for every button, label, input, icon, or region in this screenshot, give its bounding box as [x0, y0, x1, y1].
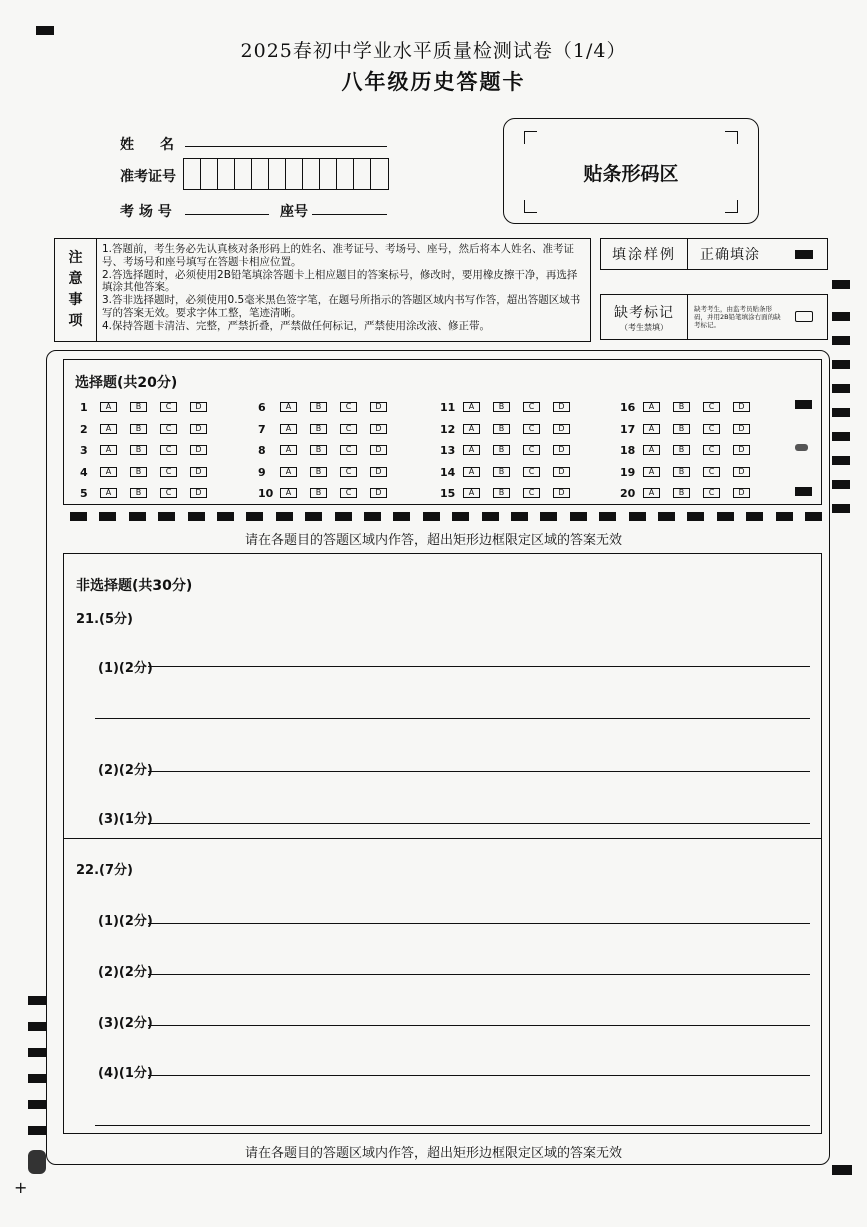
- answer-bubble[interactable]: C: [160, 467, 177, 477]
- answer-line[interactable]: [148, 823, 810, 824]
- timing-dash: [217, 512, 234, 521]
- question-number: 4: [80, 466, 88, 479]
- answer-bubble[interactable]: D: [370, 402, 387, 412]
- timing-dash: [805, 512, 822, 521]
- exam-id-digit-box[interactable]: [286, 159, 303, 189]
- answer-bubble[interactable]: B: [130, 488, 147, 498]
- timing-dash: [158, 512, 175, 521]
- answer-bubble[interactable]: B: [310, 424, 327, 434]
- answer-line[interactable]: [148, 923, 810, 924]
- answer-bubble[interactable]: C: [340, 488, 357, 498]
- exam-id-label: 准考证号: [120, 169, 176, 185]
- timing-dash: [70, 512, 87, 521]
- answer-bubble[interactable]: B: [673, 424, 690, 434]
- absent-mark-instruction: 缺考考生，由监考员贴条形码，并用2B铅笔填涂右面的缺考标记。: [694, 305, 781, 329]
- answer-line[interactable]: [148, 1025, 810, 1026]
- answer-bubble[interactable]: D: [190, 445, 207, 455]
- answer-bubble[interactable]: D: [190, 402, 207, 412]
- question-number: 5: [80, 487, 88, 500]
- answer-bubble[interactable]: A: [280, 445, 297, 455]
- timing-dash: [335, 512, 352, 521]
- answer-bubble[interactable]: B: [493, 445, 510, 455]
- answer-bubble[interactable]: A: [643, 445, 660, 455]
- answer-bubble[interactable]: B: [493, 488, 510, 498]
- question-21-title: 21.(5分): [76, 612, 133, 627]
- question-number: 11: [440, 401, 456, 414]
- question-number: 20: [620, 487, 636, 500]
- registration-mark: [28, 1048, 46, 1057]
- exam-id-digit-box[interactable]: [201, 159, 218, 189]
- timing-dash: [629, 512, 646, 521]
- timing-dash: [540, 512, 557, 521]
- answer-bubble[interactable]: B: [310, 467, 327, 477]
- question-number: 14: [440, 466, 456, 479]
- non-choice-title: 非选择题(共30分): [76, 578, 193, 594]
- registration-mark: [832, 336, 850, 345]
- timing-mark: [795, 444, 808, 451]
- q21-sub-2-label: (2)(2分): [98, 763, 153, 778]
- timing-dash: [364, 512, 381, 521]
- answer-bubble[interactable]: D: [733, 402, 750, 412]
- absent-mark-label: 缺考标记: [614, 304, 674, 321]
- absent-mark-sublabel: （考生禁填）: [620, 322, 668, 332]
- answer-bubble[interactable]: C: [160, 402, 177, 412]
- instruction-item: 2.答选择题时，必须使用2B铅笔填涂答题卡上相应题目的答案标号，修改时，要用橡皮擦干净，再选择填涂其他答案。: [102, 268, 578, 294]
- answer-bubble[interactable]: A: [463, 445, 480, 455]
- question-number: 15: [440, 487, 456, 500]
- answer-bubble[interactable]: D: [553, 445, 570, 455]
- timing-dash: [570, 512, 587, 521]
- answer-bubble[interactable]: D: [370, 445, 387, 455]
- answer-bubble[interactable]: C: [523, 445, 540, 455]
- timing-dash: [687, 512, 704, 521]
- answer-bubble[interactable]: B: [130, 424, 147, 434]
- answer-bubble[interactable]: A: [463, 488, 480, 498]
- timing-dash: [246, 512, 263, 521]
- answer-bubble[interactable]: C: [523, 488, 540, 498]
- name-field[interactable]: [185, 146, 387, 147]
- registration-mark: [832, 480, 850, 489]
- answer-bubble[interactable]: C: [340, 445, 357, 455]
- answer-bubble[interactable]: D: [553, 467, 570, 477]
- answer-bubble[interactable]: D: [553, 488, 570, 498]
- boundary-notice-top: 请在各题目的答题区域内作答，超出矩形边框限定区域的答案无效: [244, 533, 622, 548]
- question-number: 2: [80, 423, 88, 436]
- question-number: 17: [620, 423, 636, 436]
- crosshair-mark: +: [14, 1178, 28, 1197]
- answer-line[interactable]: [148, 1075, 810, 1076]
- answer-bubble[interactable]: A: [100, 445, 117, 455]
- q22-sub-1-label: (1)(2分): [98, 914, 153, 929]
- exam-id-digit-box[interactable]: [235, 159, 252, 189]
- timing-mark: [795, 487, 812, 496]
- question-21-area: [63, 553, 822, 839]
- answer-bubble[interactable]: B: [310, 402, 327, 412]
- answer-bubble[interactable]: B: [673, 445, 690, 455]
- fill-sample-box: [600, 238, 828, 270]
- question-number: 16: [620, 401, 636, 414]
- answer-bubble[interactable]: C: [703, 402, 720, 412]
- question-number: 12: [440, 423, 456, 436]
- registration-mark: [832, 312, 850, 321]
- answer-line[interactable]: [148, 771, 810, 772]
- exam-id-digit-box[interactable]: [252, 159, 269, 189]
- q22-sub-4-label: (4)(1分): [98, 1066, 153, 1081]
- answer-bubble[interactable]: D: [190, 488, 207, 498]
- question-number: 3: [80, 444, 88, 457]
- registration-mark: [28, 1074, 46, 1083]
- question-number: 9: [258, 466, 266, 479]
- timing-dash: [746, 512, 763, 521]
- q21-sub-3-label: (3)(1分): [98, 812, 153, 827]
- answer-bubble[interactable]: D: [733, 488, 750, 498]
- absent-mark-box: [600, 294, 828, 340]
- question-number: 10: [258, 487, 274, 500]
- multiple-choice-title: 选择题(共20分): [75, 375, 178, 391]
- answer-bubble[interactable]: A: [643, 402, 660, 412]
- absent-mark-bubble[interactable]: [795, 311, 813, 322]
- registration-mark: [832, 504, 850, 513]
- timing-dash: [658, 512, 675, 521]
- answer-bubble[interactable]: D: [733, 424, 750, 434]
- exam-room-label: 考 场 号: [120, 204, 172, 220]
- answer-bubble[interactable]: B: [130, 445, 147, 455]
- answer-bubble[interactable]: B: [673, 488, 690, 498]
- answer-bubble[interactable]: C: [160, 445, 177, 455]
- answer-bubble[interactable]: C: [160, 488, 177, 498]
- seat-field[interactable]: [312, 214, 387, 215]
- registration-mark: [28, 1100, 46, 1109]
- answer-bubble[interactable]: B: [673, 402, 690, 412]
- answer-bubble[interactable]: A: [100, 467, 117, 477]
- answer-bubble[interactable]: B: [310, 488, 327, 498]
- answer-bubble[interactable]: B: [130, 467, 147, 477]
- answer-bubble[interactable]: C: [703, 488, 720, 498]
- registration-mark: [28, 996, 46, 1005]
- instructions-list: [102, 243, 586, 333]
- answer-bubble[interactable]: C: [340, 467, 357, 477]
- registration-mark: [832, 432, 850, 441]
- answer-bubble[interactable]: D: [553, 424, 570, 434]
- name-label: 姓 名: [120, 137, 180, 153]
- exam-id-digit-box[interactable]: [269, 159, 286, 189]
- registration-mark: [832, 280, 850, 289]
- exam-room-field[interactable]: [185, 214, 269, 215]
- timing-dash: [452, 512, 469, 521]
- timing-dash: [599, 512, 616, 521]
- exam-id-digit-box[interactable]: [354, 159, 371, 189]
- timing-dash: [511, 512, 528, 521]
- registration-mark: [832, 384, 850, 393]
- exam-id-digit-box[interactable]: [218, 159, 235, 189]
- question-number: 6: [258, 401, 266, 414]
- answer-bubble[interactable]: C: [340, 402, 357, 412]
- answer-bubble[interactable]: C: [703, 424, 720, 434]
- boundary-notice-bottom: 请在各题目的答题区域内作答，超出矩形边框限定区域的答案无效: [244, 1146, 622, 1161]
- answer-bubble[interactable]: A: [280, 424, 297, 434]
- correct-fill-swatch: [795, 250, 813, 259]
- instruction-item: 4.保持答题卡清洁、完整，严禁折叠，严禁做任何标记，严禁使用涂改液、修正带。: [102, 319, 491, 332]
- registration-mark: [832, 1165, 852, 1175]
- instructions-heading: 注 意 事 项: [55, 239, 97, 341]
- exam-title: 2025春初中学业水平质量检测试卷（1/4）: [240, 40, 627, 62]
- answer-bubble[interactable]: C: [703, 467, 720, 477]
- question-number: 19: [620, 466, 636, 479]
- answer-bubble[interactable]: C: [703, 445, 720, 455]
- instruction-item: 1.答题前，考生务必先认真核对条形码上的姓名、准考证号、考场号、座号，然后将本人姓名、准考证号、考场号和座号填写在答题卡相应位置。: [102, 243, 575, 268]
- registration-mark: [832, 408, 850, 417]
- answer-line[interactable]: [95, 718, 810, 719]
- timing-dash: [717, 512, 734, 521]
- answer-bubble[interactable]: C: [160, 424, 177, 434]
- exam-id-digit-box[interactable]: [337, 159, 354, 189]
- instructions-box: [54, 238, 591, 342]
- answer-sheet-title: 八年级历史答题卡: [341, 69, 526, 94]
- answer-bubble[interactable]: D: [553, 402, 570, 412]
- timing-dash: [776, 512, 793, 521]
- answer-bubble[interactable]: C: [340, 424, 357, 434]
- seat-label: 座号: [280, 204, 308, 220]
- answer-bubble[interactable]: A: [280, 488, 297, 498]
- question-number: 1: [80, 401, 88, 414]
- answer-bubble[interactable]: C: [523, 424, 540, 434]
- answer-bubble[interactable]: A: [463, 467, 480, 477]
- answer-bubble[interactable]: A: [100, 424, 117, 434]
- answer-bubble[interactable]: D: [733, 467, 750, 477]
- exam-id-digit-box[interactable]: [320, 159, 337, 189]
- registration-mark: [36, 26, 54, 35]
- answer-bubble[interactable]: B: [493, 402, 510, 412]
- question-number: 7: [258, 423, 266, 436]
- q22-sub-2-label: (2)(2分): [98, 965, 153, 980]
- answer-bubble[interactable]: B: [310, 445, 327, 455]
- registration-mark: [28, 1126, 46, 1135]
- answer-bubble[interactable]: B: [493, 467, 510, 477]
- timing-dash: [276, 512, 293, 521]
- exam-id-digit-box[interactable]: [303, 159, 320, 189]
- question-number: 13: [440, 444, 456, 457]
- answer-line[interactable]: [148, 974, 810, 975]
- answer-bubble[interactable]: B: [493, 424, 510, 434]
- timing-dash: [482, 512, 499, 521]
- correct-fill-label: 正确填涂: [700, 247, 760, 263]
- answer-bubble[interactable]: A: [100, 402, 117, 412]
- instruction-item: 3.答非选择题时，必须使用0.5毫米黑色签字笔，在题号所指示的答题区域内书写作答，超出答题区域书写的答案无效。要求字体工整，笔迹清晰。: [102, 294, 581, 319]
- answer-bubble[interactable]: D: [370, 467, 387, 477]
- answer-bubble[interactable]: B: [130, 402, 147, 412]
- fill-sample-label: 填涂样例: [601, 239, 688, 269]
- question-number: 8: [258, 444, 266, 457]
- answer-bubble[interactable]: D: [733, 445, 750, 455]
- answer-bubble[interactable]: A: [280, 402, 297, 412]
- answer-bubble[interactable]: C: [523, 467, 540, 477]
- barcode-area: [503, 118, 759, 224]
- timing-dash: [129, 512, 146, 521]
- answer-bubble[interactable]: D: [190, 467, 207, 477]
- answer-bubble[interactable]: A: [643, 467, 660, 477]
- answer-bubble[interactable]: D: [370, 488, 387, 498]
- timing-dash: [393, 512, 410, 521]
- timing-dash: [99, 512, 116, 521]
- answer-bubble[interactable]: A: [643, 424, 660, 434]
- answer-bubble[interactable]: C: [523, 402, 540, 412]
- answer-bubble[interactable]: D: [370, 424, 387, 434]
- q22-sub-3-label: (3)(2分): [98, 1016, 153, 1031]
- answer-bubble[interactable]: A: [643, 488, 660, 498]
- answer-line[interactable]: [148, 666, 810, 667]
- answer-bubble[interactable]: A: [100, 488, 117, 498]
- answer-bubble[interactable]: A: [280, 467, 297, 477]
- answer-bubble[interactable]: A: [463, 424, 480, 434]
- q21-sub-1-label: (1)(2分): [98, 661, 153, 676]
- barcode-area-label: 贴条形码区: [583, 163, 679, 185]
- timing-dash: [305, 512, 322, 521]
- question-number: 18: [620, 444, 636, 457]
- exam-id-boxes[interactable]: [183, 158, 389, 190]
- registration-mark: [832, 456, 850, 465]
- exam-id-digit-box[interactable]: [184, 159, 201, 189]
- timing-dash: [188, 512, 205, 521]
- question-22-area: [63, 838, 822, 1134]
- registration-mark: [28, 1022, 46, 1031]
- question-22-title: 22.(7分): [76, 863, 133, 878]
- exam-id-digit-box[interactable]: [371, 159, 388, 189]
- answer-bubble[interactable]: D: [190, 424, 207, 434]
- answer-bubble[interactable]: B: [673, 467, 690, 477]
- answer-line[interactable]: [95, 1125, 810, 1126]
- registration-mark: [832, 360, 850, 369]
- timing-mark: [795, 400, 812, 409]
- timing-dash: [423, 512, 440, 521]
- answer-bubble[interactable]: A: [463, 402, 480, 412]
